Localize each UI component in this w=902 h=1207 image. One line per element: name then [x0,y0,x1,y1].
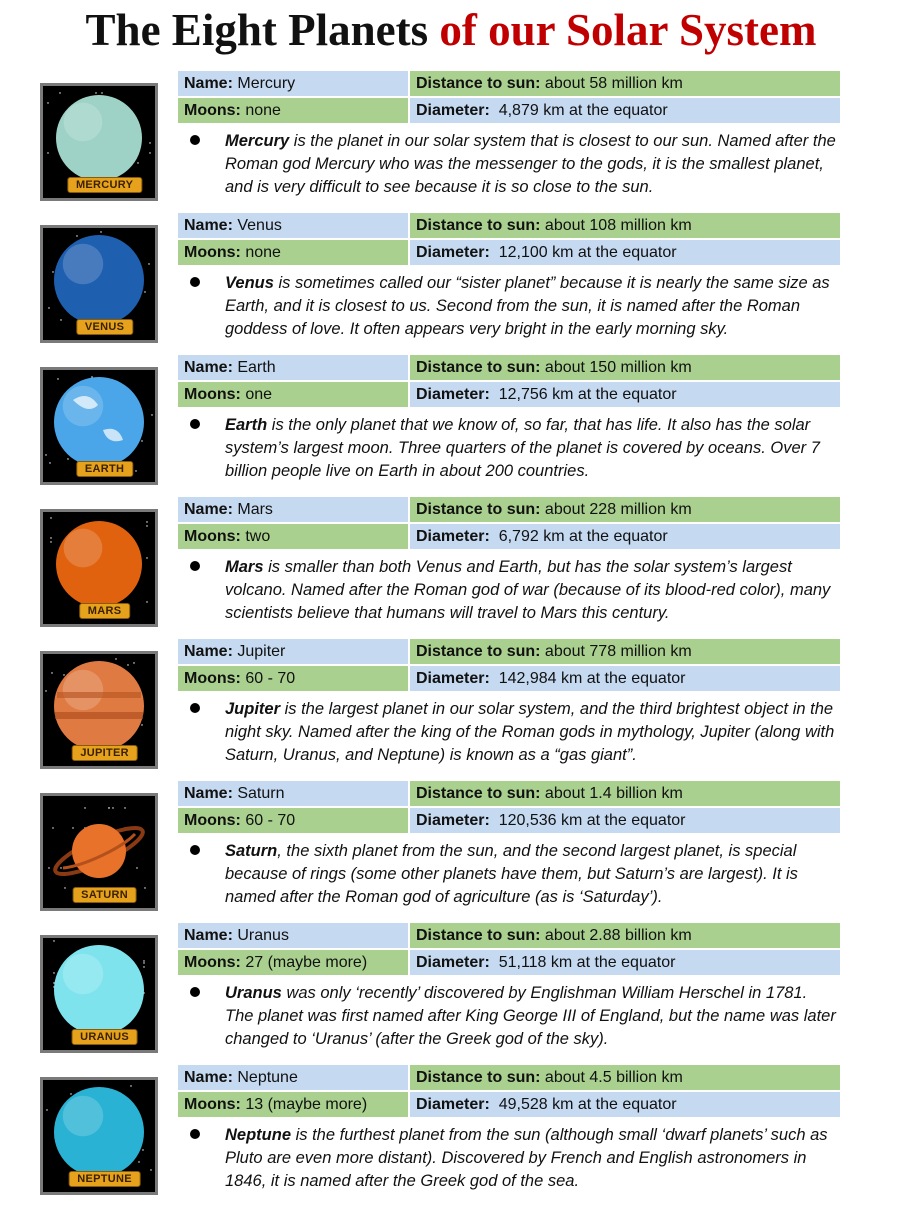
planet-moons-cell: Moons: none [178,98,408,123]
bullet-icon [190,561,200,571]
planet-diameter-cell: Diameter: 12,100 km at the equator [410,240,840,265]
page-title [0,2,902,58]
planet-moons-cell: Moons: 13 (maybe more) [178,1092,408,1117]
planet-description: Venus is sometimes called our “sister planet” because it is nearly the same size as Earth, and it is closest to us. Second from the sun, it is named after the Roman goddess of love. It often appears very bright in the early morning sky. [225,274,830,338]
planet-name-cell: Name: Mars [178,497,408,522]
uranus-icon [40,935,158,1053]
neptune-icon [40,1077,158,1195]
planet-entry-neptune [0,1065,902,1207]
planet-name-cell: Name: Venus [178,213,408,238]
earth-icon [40,367,158,485]
planet-image-label: SATURN [72,887,137,903]
planet-entry-uranus [0,923,902,1065]
planet-moons-cell: Moons: 60 - 70 [178,666,408,691]
planet-image-label: VENUS [76,319,133,335]
planet-description: Mars is smaller than both Venus and Earth, but has the solar system’s largest volcano. Named after the Roman god of war (because of its blood-red color), many scientists believe that humans will travel to Mars this century. [225,558,831,622]
saturn-icon [40,793,158,911]
planet-image-label: EARTH [76,461,133,477]
bullet-icon [190,845,200,855]
planet-description: Earth is the only planet that we know of, so far, that has life. It also has the solar system’s largest moon. Three quarters of the planet is covered by oceans. Over 7 billion people live on Earth in about 200 countries. [225,416,820,480]
planet-diameter-cell: Diameter: 120,536 km at the equator [410,808,840,833]
planet-description: Saturn, the sixth planet from the sun, and the second largest planet, is special because of rings (some other planets have them, but Saturn’s are largest). It is named after the Roman god of agriculture (as is ‘Saturday’). [225,842,798,906]
planet-image-label: JUPITER [71,745,138,761]
planet-entry-mercury [0,71,902,213]
planet-name-cell: Name: Jupiter [178,639,408,664]
planet-description: Uranus was only ‘recently’ discovered by Englishman William Herschel in 1781. The planet was first named after King George III of England, but the name was later changed to ‘Uranus’ (after the Greek god of the sky). [225,984,836,1048]
planet-entry-earth [0,355,902,497]
planet-image-label: MERCURY [67,177,142,193]
planet-distance-cell: Distance to sun: about 108 million km [410,213,840,238]
planet-distance-cell: Distance to sun: about 778 million km [410,639,840,664]
jupiter-icon [40,651,158,769]
planet-distance-cell: Distance to sun: about 4.5 billion km [410,1065,840,1090]
planet-entry-mars [0,497,902,639]
planet-distance-cell: Distance to sun: about 150 million km [410,355,840,380]
planet-entry-venus [0,213,902,355]
bullet-icon [190,277,200,287]
planet-distance-cell: Distance to sun: about 228 million km [410,497,840,522]
planet-name-cell: Name: Earth [178,355,408,380]
planet-description: Jupiter is the largest planet in our solar system, and the third brightest object in the night sky. Named after the king of the Roman gods in mythology, Jupiter (along with Saturn, Uranus, and Neptune) is known as a “gas giant”. [225,700,835,764]
planet-distance-cell: Distance to sun: about 58 million km [410,71,840,96]
mars-icon [40,509,158,627]
planet-diameter-cell: Diameter: 49,528 km at the equator [410,1092,840,1117]
planet-entry-saturn [0,781,902,923]
planet-diameter-cell: Diameter: 6,792 km at the equator [410,524,840,549]
bullet-icon [190,987,200,997]
planet-name-cell: Name: Saturn [178,781,408,806]
planet-description: Neptune is the furthest planet from the sun (although small ‘dwarf planets’ such as Pluto are even more distant). Discovered by French and English astronomers in 1846, it is named after the Greek god of the sea. [225,1126,828,1190]
planet-diameter-cell: Diameter: 142,984 km at the equator [410,666,840,691]
bullet-icon [190,1129,200,1139]
venus-icon [40,225,158,343]
planet-name-cell: Name: Uranus [178,923,408,948]
planet-moons-cell: Moons: none [178,240,408,265]
planet-name-cell: Name: Mercury [178,71,408,96]
planet-image-label: NEPTUNE [68,1171,141,1187]
planet-diameter-cell: Diameter: 51,118 km at the equator [410,950,840,975]
bullet-icon [190,135,200,145]
planet-diameter-cell: Diameter: 12,756 km at the equator [410,382,840,407]
planet-moons-cell: Moons: one [178,382,408,407]
planet-image-label: URANUS [71,1029,138,1045]
bullet-icon [190,419,200,429]
planet-distance-cell: Distance to sun: about 2.88 billion km [410,923,840,948]
planet-moons-cell: Moons: 27 (maybe more) [178,950,408,975]
planet-name-cell: Name: Neptune [178,1065,408,1090]
title-part-1: The Eight Planets [85,5,429,55]
planet-entry-jupiter [0,639,902,781]
planet-description: Mercury is the planet in our solar system that is closest to our sun. Named after the Roman god Mercury who was the messenger to the gods, it is the smallest planet, and is very difficult to see because it is so close to the sun. [225,132,836,196]
planet-distance-cell: Distance to sun: about 1.4 billion km [410,781,840,806]
bullet-icon [190,703,200,713]
planet-image-label: MARS [79,603,131,619]
planet-moons-cell: Moons: 60 - 70 [178,808,408,833]
title-part-2: of our Solar System [439,5,817,55]
planet-diameter-cell: Diameter: 4,879 km at the equator [410,98,840,123]
mercury-icon [40,83,158,201]
planet-moons-cell: Moons: two [178,524,408,549]
